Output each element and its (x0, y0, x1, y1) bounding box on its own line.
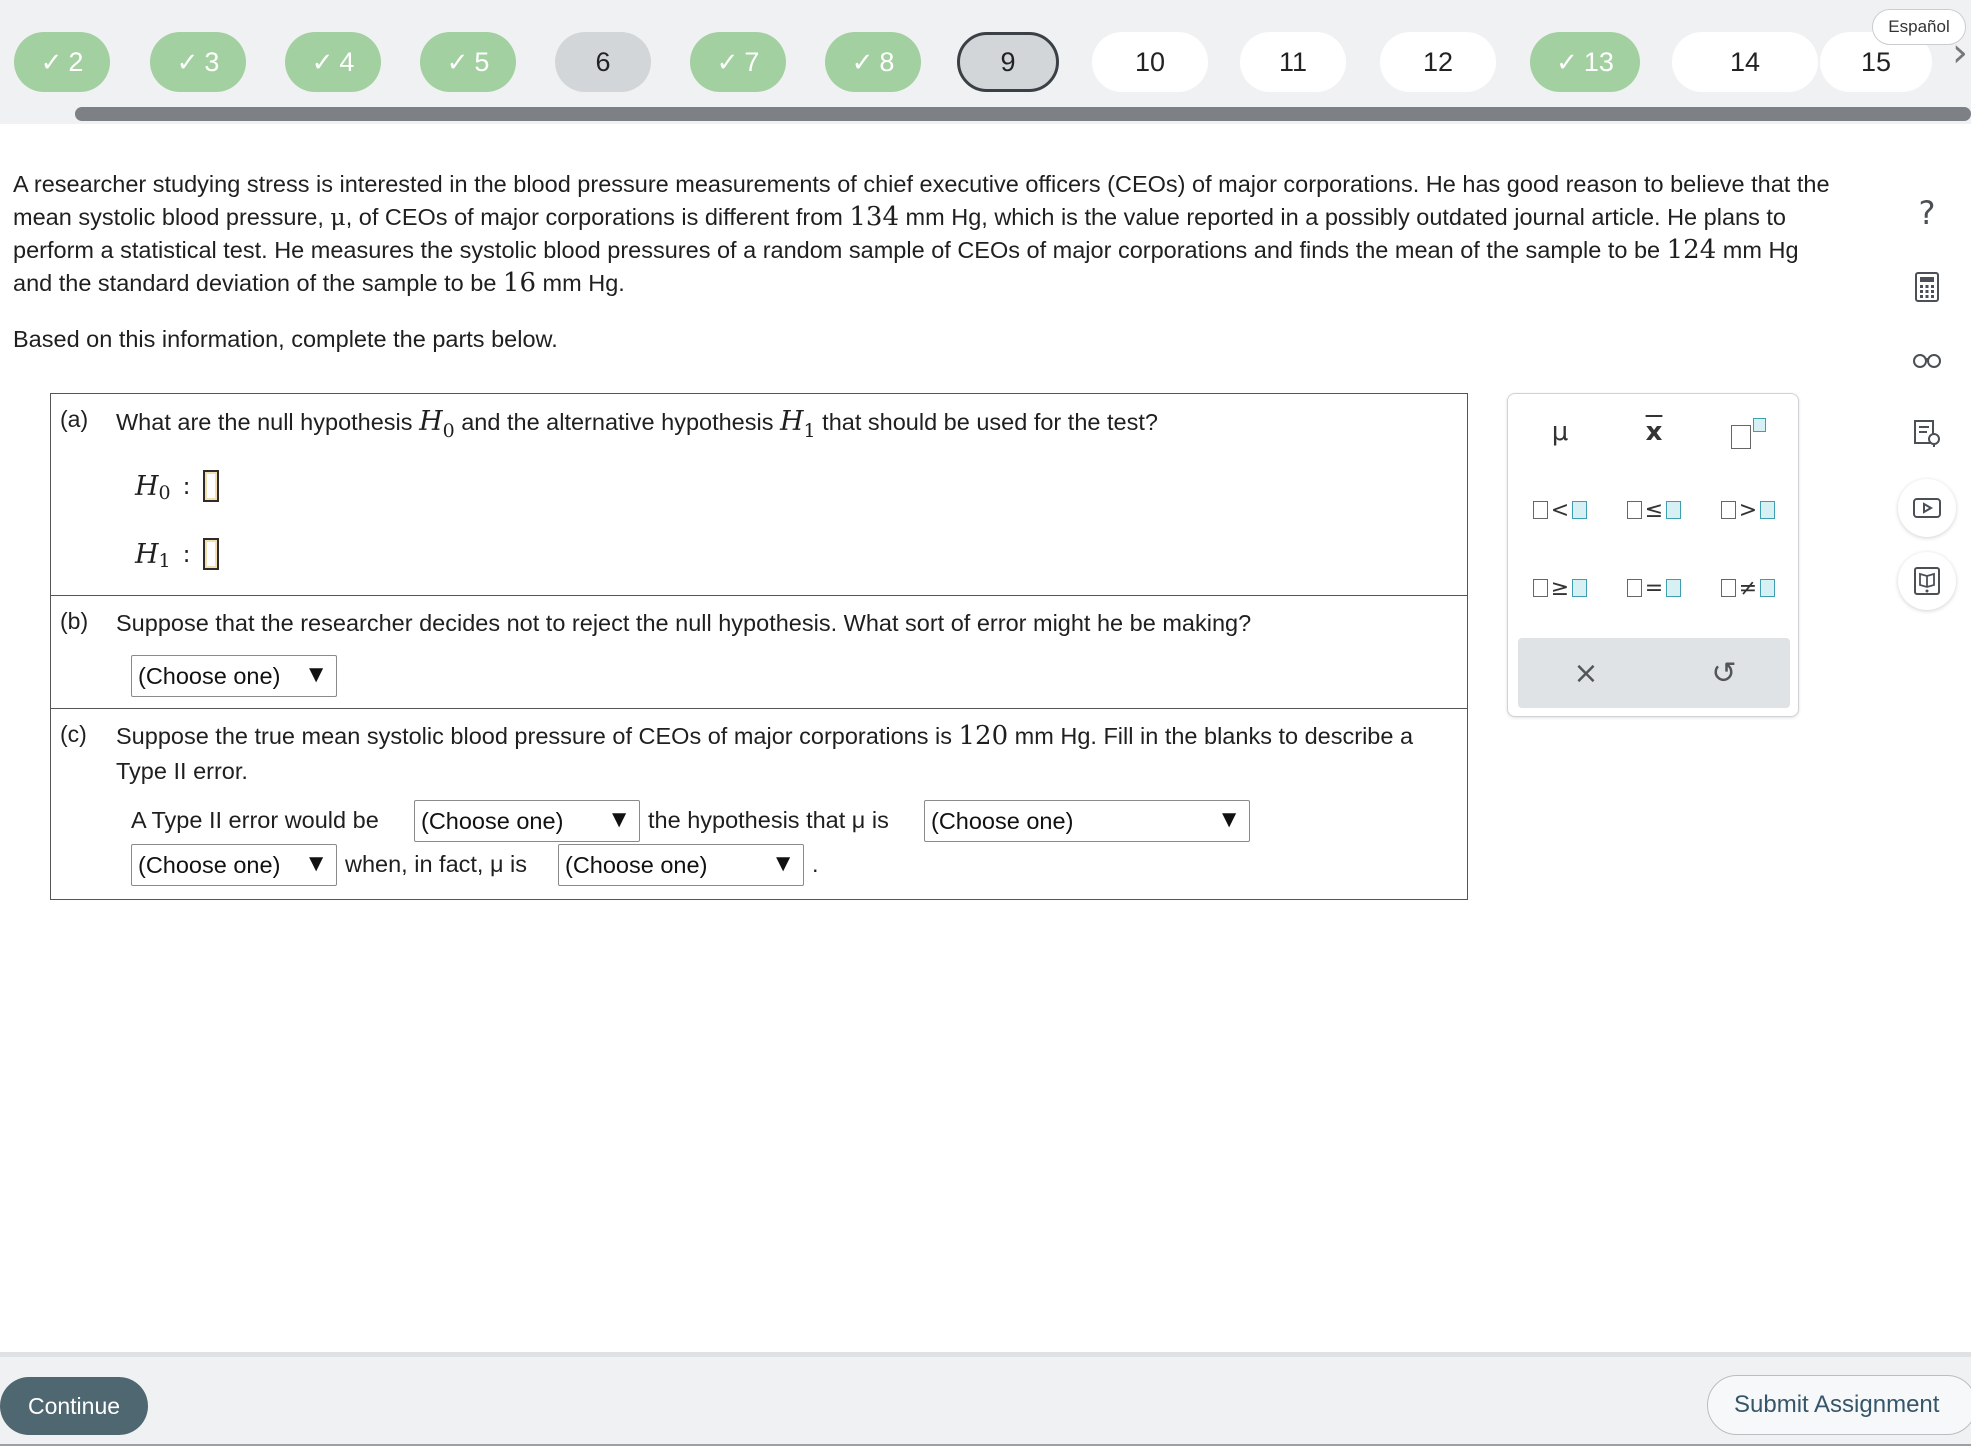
palette-actions (1518, 638, 1790, 708)
greater-equal-key[interactable] (1520, 564, 1600, 612)
dropdown-arrow-icon: ▼ (607, 806, 631, 833)
intro-text-2: , of CEOs of major corporations is different from (345, 204, 850, 230)
right-box-icon (1572, 501, 1587, 519)
ebook-icon[interactable] (1898, 552, 1956, 610)
calculator-icon-svg (1914, 272, 1940, 302)
question-pill-14[interactable] (1672, 32, 1818, 92)
xbar-key[interactable] (1614, 408, 1694, 456)
intro-text-4: mm Hg and the standard deviation of the sample to be (13, 237, 1799, 296)
question-pill-3[interactable] (150, 32, 246, 92)
hypothesized-value: 134 (849, 202, 900, 232)
h0-colon: : (182, 472, 191, 500)
footer-bar (0, 1352, 1971, 1446)
part-b (51, 596, 1467, 709)
question-text (13, 168, 1843, 300)
h1-label: H (135, 538, 159, 570)
part-b-question: Suppose that the researcher decides not to reject the null hypothesis. What sort of error might he be making? (116, 610, 1252, 636)
not-equal-key[interactable] (1708, 564, 1788, 612)
video-icon[interactable] (1898, 479, 1956, 537)
question-pill-label: 8 (879, 46, 895, 77)
question-pill-label: 2 (68, 46, 84, 77)
h1-subscript: 1 (803, 420, 816, 442)
question-pill-label: 14 (1729, 46, 1761, 77)
question-pill-label: 5 (474, 46, 490, 77)
ebook-icon-svg (1912, 566, 1942, 596)
question-pill-2[interactable] (14, 32, 110, 92)
right-box-icon (1666, 501, 1681, 519)
question-pill-9[interactable] (957, 32, 1059, 92)
progress-bar (75, 107, 1971, 121)
alt-hypothesis-row (135, 538, 219, 570)
mu-symbol: μ (330, 203, 346, 231)
question-pill-8[interactable] (825, 32, 921, 92)
ge-symbol: ≥ (1550, 575, 1570, 601)
type2-truth-select-value: (Choose one) (565, 851, 708, 878)
type2-truth-select[interactable] (558, 844, 804, 886)
language-toggle[interactable]: Español (1872, 9, 1966, 45)
intro-text-5: mm Hg. (536, 270, 625, 296)
part-a-text-1: What are the null hypothesis (116, 409, 420, 435)
question-pill-label: 13 (1583, 46, 1614, 77)
left-box-icon (1721, 501, 1736, 519)
progress-bar-fill (75, 107, 1971, 121)
check-icon: ✓ (446, 46, 469, 77)
question-pill-5[interactable] (420, 32, 516, 92)
true-mean-value: 120 (958, 721, 1009, 751)
sample-sd: 16 (502, 268, 537, 298)
gt-symbol: > (1738, 497, 1758, 523)
check-icon: ✓ (176, 46, 199, 77)
base-box-icon (1731, 425, 1751, 449)
video-icon-svg (1912, 497, 1942, 519)
exponent-box-icon (1753, 418, 1766, 432)
type2-comparison-select[interactable] (131, 844, 337, 886)
ne-symbol: ≠ (1738, 575, 1758, 601)
dropdown-arrow-icon: ▼ (304, 661, 328, 688)
textbook-icon[interactable] (1898, 404, 1956, 462)
type2-line2-text: when, in fact, μ is (345, 851, 528, 877)
left-box-icon (1627, 501, 1642, 519)
next-arrow-icon[interactable]: › (1952, 30, 1968, 76)
intro-text-1: A researcher studying stress is interested in the blood pressure measurements of chief executive officers (CEOs) of major corporations. He has good reason to believe that the mean systolic blood pressure, (13, 171, 1830, 230)
right-box-icon (1760, 501, 1775, 519)
lead-text: Based on this information, complete the parts below. (13, 326, 558, 352)
left-box-icon (1533, 579, 1548, 597)
help-icon-label: ? (1918, 194, 1936, 232)
question-navigation-bar (0, 0, 1971, 124)
check-icon: ✓ (40, 46, 63, 77)
check-icon: ✓ (311, 46, 334, 77)
sample-mean: 124 (1666, 235, 1717, 265)
question-pill-10[interactable] (1092, 32, 1208, 92)
right-box-icon (1666, 579, 1681, 597)
reading-glasses-icon[interactable] (1898, 331, 1956, 389)
question-pill-label: 15 (1860, 46, 1892, 77)
part-b-label: (b) (60, 608, 89, 634)
question-pill-label: 4 (339, 46, 355, 77)
h1-label-subscript: 1 (158, 550, 171, 572)
question-pill-label: 7 (744, 46, 760, 77)
type2-line1-text-a: A Type II error would be (131, 807, 379, 833)
mu-key[interactable] (1520, 408, 1600, 456)
question-pill-label: 6 (595, 46, 611, 77)
question-pill-label: 9 (1000, 46, 1016, 77)
equal-key[interactable] (1614, 564, 1694, 612)
right-box-icon (1760, 579, 1775, 597)
calculator-icon[interactable] (1898, 258, 1956, 316)
error-type-select[interactable] (131, 655, 337, 697)
type2-line1-text-b: the hypothesis that μ is (648, 807, 889, 833)
greater-than-key[interactable] (1708, 486, 1788, 534)
part-a-text-3: that should be used for the test? (815, 409, 1158, 435)
part-a-question (116, 404, 1158, 442)
type2-comparison-select-value: (Choose one) (138, 851, 281, 878)
type2-action-select-value: (Choose one) (421, 807, 564, 834)
superscript-key[interactable] (1708, 408, 1788, 456)
mu-key-label: μ (1551, 417, 1569, 447)
question-pill-label: 3 (204, 46, 220, 77)
undo-icon[interactable]: ↺ (1711, 655, 1737, 691)
lt-symbol: < (1550, 497, 1570, 523)
math-palette (1507, 393, 1799, 717)
continue-button[interactable]: Continue (0, 1377, 148, 1435)
question-pill-label: 10 (1134, 46, 1166, 77)
question-pill-7[interactable] (690, 32, 786, 92)
question-pill-13[interactable] (1530, 32, 1640, 92)
part-c-text-2: mm Hg. Fill in the blanks to describe a Type II error. (116, 723, 1414, 784)
h0-subscript: 0 (442, 420, 455, 442)
clear-icon[interactable]: × (1573, 655, 1599, 691)
question-pill-label: 12 (1422, 46, 1454, 77)
h1-symbol: H (780, 406, 804, 437)
dropdown-arrow-icon: ▼ (1217, 806, 1241, 833)
left-box-icon (1627, 579, 1642, 597)
glasses-icon-svg (1912, 352, 1942, 368)
h1-colon: : (182, 540, 191, 568)
part-a (51, 394, 1467, 596)
part-a-text-2: and the alternative hypothesis (454, 409, 780, 435)
left-box-icon (1721, 579, 1736, 597)
dropdown-arrow-icon: ▼ (304, 850, 328, 877)
part-c-question (116, 719, 1436, 789)
part-a-label: (a) (60, 406, 89, 432)
right-box-icon (1572, 579, 1587, 597)
eq-symbol: = (1644, 575, 1664, 601)
null-hypothesis-input[interactable] (203, 470, 219, 502)
check-icon: ✓ (716, 46, 739, 77)
intro-text-3: mm Hg, which is the value reported in a possibly outdated journal article. He plans to perform a statistical test. He measures the systolic blood pressures of a random sample of CEOs of major corporations and finds the mean of the sample to be (13, 204, 1786, 263)
type2-hypothesis-select-value: (Choose one) (931, 807, 1074, 834)
question-parts (50, 393, 1468, 900)
submit-assignment-button[interactable]: Submit Assignment (1707, 1375, 1971, 1435)
h0-label: H (135, 470, 159, 502)
textbook-icon-svg (1912, 418, 1942, 448)
error-type-select-value: (Choose one) (138, 662, 281, 689)
left-box-icon (1533, 501, 1548, 519)
question-pill-label: 11 (1278, 46, 1308, 77)
type2-hypothesis-select[interactable] (924, 800, 1250, 842)
less-equal-key[interactable] (1614, 486, 1694, 534)
le-symbol: ≤ (1644, 497, 1664, 523)
help-icon[interactable] (1898, 184, 1956, 242)
part-c (51, 709, 1467, 899)
check-icon: ✓ (1556, 46, 1578, 77)
alt-hypothesis-input[interactable] (203, 538, 219, 570)
question-pill-12[interactable] (1380, 32, 1496, 92)
question-pill-11[interactable] (1240, 32, 1346, 92)
question-pill-6[interactable] (555, 32, 651, 92)
part-c-label: (c) (60, 721, 87, 747)
h0-label-subscript: 0 (158, 482, 171, 504)
part-c-text-1: Suppose the true mean systolic blood pressure of CEOs of major corporations is (116, 723, 959, 749)
type2-period: . (812, 851, 819, 877)
check-icon: ✓ (851, 46, 874, 77)
less-than-key[interactable] (1520, 486, 1600, 534)
h0-symbol: H (419, 406, 443, 437)
dropdown-arrow-icon: ▼ (771, 850, 795, 877)
null-hypothesis-row (135, 470, 219, 502)
type2-action-select[interactable] (414, 800, 640, 842)
question-pill-4[interactable] (285, 32, 381, 92)
xbar-key-label: $\overline{x}$ (1645, 417, 1663, 447)
